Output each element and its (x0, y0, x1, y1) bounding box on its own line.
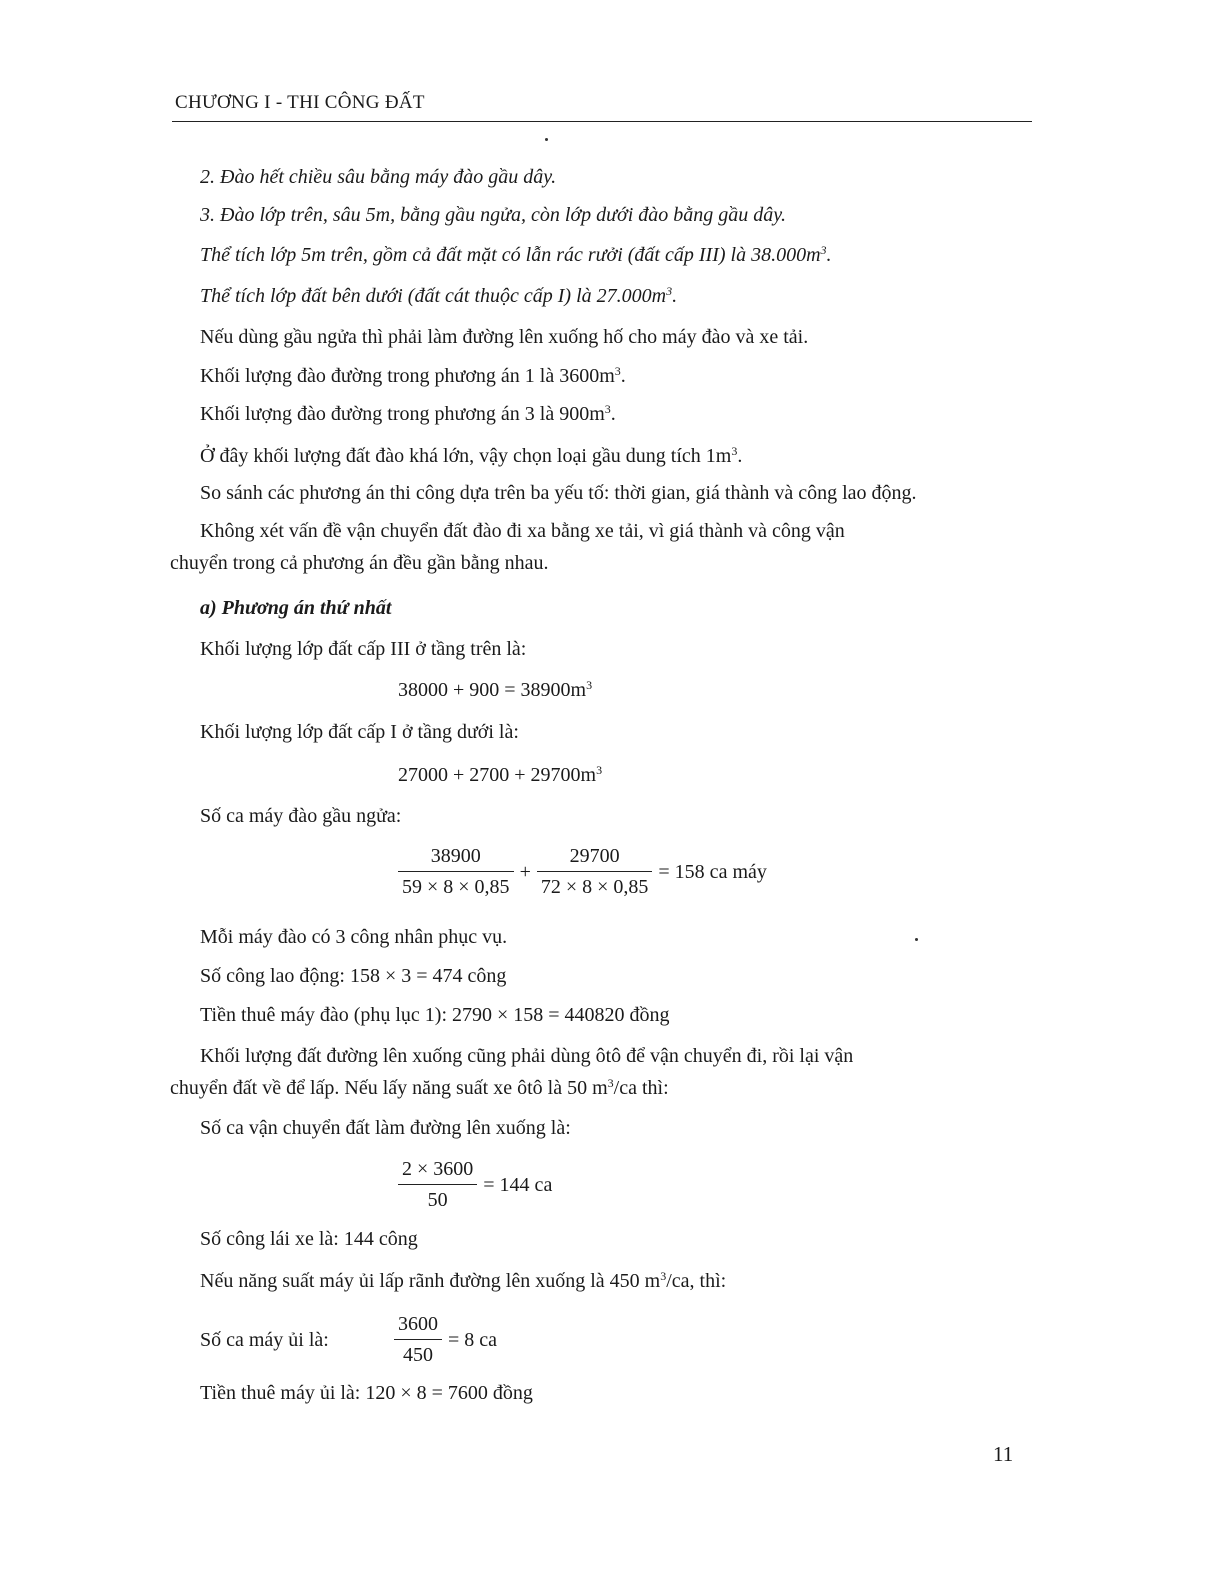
header-rule (172, 121, 1032, 122)
text-line-29: Tiền thuê máy ủi là: 120 × 8 = 7600 đồng (200, 1382, 533, 1404)
page-number: 11 (993, 1442, 1014, 1466)
equation-line-16: $27000 + 2700 + 29700m^3$ (398, 763, 603, 786)
chapter-header: CHƯƠNG I - THI CÔNG ĐẤT (175, 92, 425, 113)
text-line-10: Không xét vấn đề vận chuyển đất đào đi xa bằng xe tải, vì giá thành và công vận (200, 520, 845, 542)
text-line-3: Thể tích lớp 5m trên, gồm cả đất mặt có lẫn rác rưởi (đất cấp III) là $38.000m^3$. (200, 243, 832, 266)
text-line-27: Nếu năng suất máy ủi lấp rãnh đường lên xuống là 450 $m^3/ca$, thì: (200, 1269, 727, 1292)
text-line-1: 2. Đào hết chiều sâu bằng máy đào gầu dây. (200, 166, 557, 188)
text-line-22: Khối lượng đất đường lên xuống cũng phải dùng ôtô để vận chuyển đi, rồi lại vận (200, 1045, 854, 1067)
text-line-8: Ở đây khối lượng đất đào khá lớn, vậy chọn loại gầu dung tích $1m^3$. (200, 444, 743, 467)
section-heading: a) Phương án thứ nhất (200, 597, 392, 619)
fraction-3: $\frac{2 \times 3600}{50}$ (398, 1158, 477, 1212)
text-line-2: 3. Đào lớp trên, sâu 5m, bằng gầu ngửa, còn lớp dưới đào bằng gầu dây. (200, 204, 787, 226)
speck-top (545, 138, 548, 141)
equation-excavator-shifts: $\frac{38900}{59 \times 8 \times 0,85}$ + $\frac{29700}{72 \times 8 \times 0,85}$ = 158 ca máy (398, 845, 773, 899)
text-line-28: Số ca máy ủi là: (200, 1329, 329, 1351)
text-line-11: chuyển trong cả phương án đều gần bằng nhau. (170, 552, 549, 574)
speck-right (915, 938, 918, 941)
text-line-19: Mỗi máy đào có 3 công nhân phục vụ. (200, 926, 508, 948)
text-line-15: Khối lượng lớp đất cấp I ở tầng dưới là: (200, 721, 519, 743)
text-line-23: chuyển đất về để lấp. Nếu lấy năng suất xe ôtô là 50 $m^3/ca$ thì: (170, 1076, 669, 1099)
text-line-6: Khối lượng đào đường trong phương án 1 là $3600m^3$. (200, 364, 626, 387)
equation-line-14: $38000 + 900 = 38900m^3$ (398, 678, 593, 701)
equation-bulldozer-shifts: $\frac{3600}{450}$ = 8 ca (394, 1313, 503, 1367)
text-line-26: Số công lái xe là: 144 công (200, 1228, 418, 1250)
text-line-20: Số công lao động: 158 × 3 = 474 công (200, 965, 507, 987)
text-line-13: Khối lượng lớp đất cấp III ở tầng trên là: (200, 638, 527, 660)
text-line-4: Thể tích lớp đất bên dưới (đất cát thuộc cấp I) là $27.000m^3$. (200, 284, 678, 307)
text-line-9: So sánh các phương án thi công dựa trên ba yếu tố: thời gian, giá thành và công lao động. (200, 482, 917, 504)
text-line-5: Nếu dùng gầu ngửa thì phải làm đường lên xuống hố cho máy đào và xe tải. (200, 326, 809, 348)
fraction-1: $\frac{38900}{59 \times 8 \times 0,85}$ (398, 845, 514, 899)
equation-transport-shifts: $\frac{2 \times 3600}{50}$ = 144 ca (398, 1158, 558, 1212)
text-line-17: Số ca máy đào gầu ngửa: (200, 805, 402, 827)
text-line-24: Số ca vận chuyển đất làm đường lên xuống là: (200, 1117, 571, 1139)
text-line-7: Khối lượng đào đường trong phương án 3 là $900m^3$. (200, 402, 616, 425)
fraction-2: $\frac{29700}{72 \times 8 \times 0,85}$ (537, 845, 653, 899)
text-line-21: Tiền thuê máy đào (phụ lục 1): 2790 × 158 = 440820 đồng (200, 1004, 670, 1026)
fraction-4: $\frac{3600}{450}$ (394, 1313, 442, 1367)
